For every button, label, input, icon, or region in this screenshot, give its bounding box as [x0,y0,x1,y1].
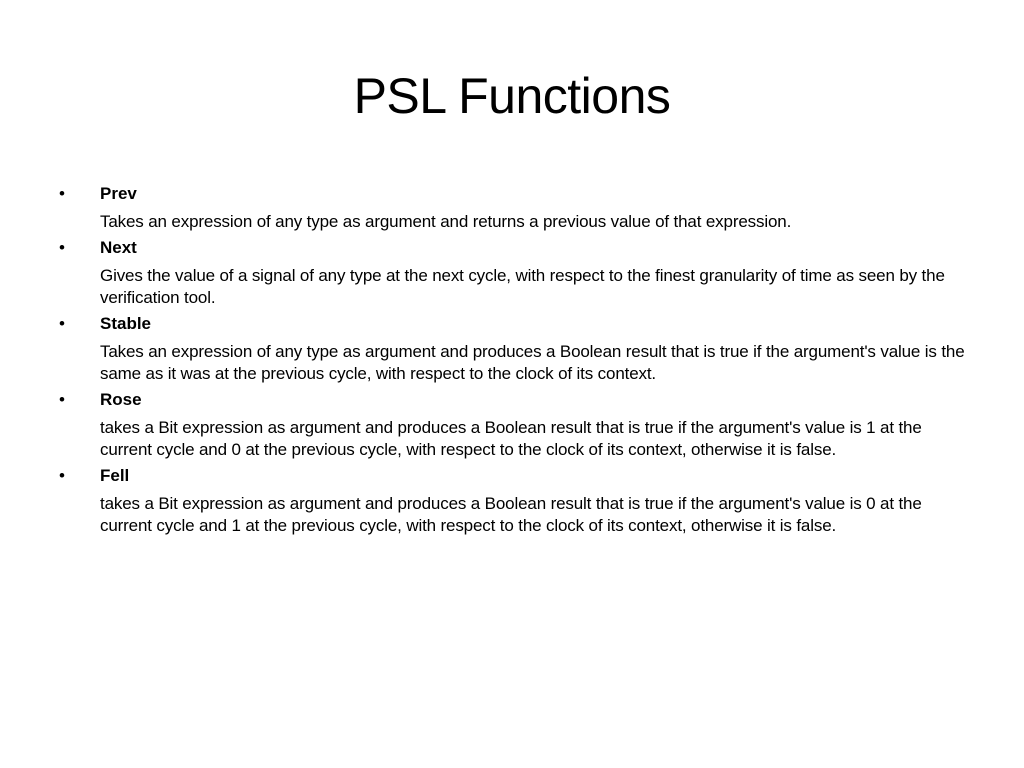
bullet-icon: • [59,314,65,333]
function-description: takes a Bit expression as argument and produces a Boolean result that is true if the argument's value is 1 at the current cycle and 0 at the previous cycle, with respect to the clock of its context, otherwise it is false. [100,418,922,459]
list-item-rose [56,389,966,461]
function-term: Fell [100,466,130,485]
function-term: Rose [100,390,142,409]
function-description: Gives the value of a signal of any type at the next cycle, with respect to the finest granularity of time as seen by the verification tool. [100,266,945,307]
bullet-icon: • [59,184,65,203]
slide-title: PSL Functions [353,68,671,124]
bullet-icon: • [59,466,65,485]
function-list [56,183,966,541]
function-term: Stable [100,314,152,333]
list-item-fell [56,465,966,537]
bullet-icon: • [59,390,65,409]
list-item-stable [56,313,966,385]
function-term: Next [100,238,137,257]
function-description: takes a Bit expression as argument and produces a Boolean result that is true if the argument's value is 0 at the current cycle and 1 at the previous cycle, with respect to the clock of its context, otherwise it is false. [100,494,922,535]
function-description: Takes an expression of any type as argument and produces a Boolean result that is true if the argument's value is the same as it was at the previous cycle, with respect to the clock of its context. [100,342,965,383]
function-term: Prev [100,184,137,203]
list-item-next [56,237,966,309]
function-description: Takes an expression of any type as argument and returns a previous value of that expression. [100,212,792,231]
list-item-prev [56,183,966,233]
bullet-icon: • [59,238,65,257]
